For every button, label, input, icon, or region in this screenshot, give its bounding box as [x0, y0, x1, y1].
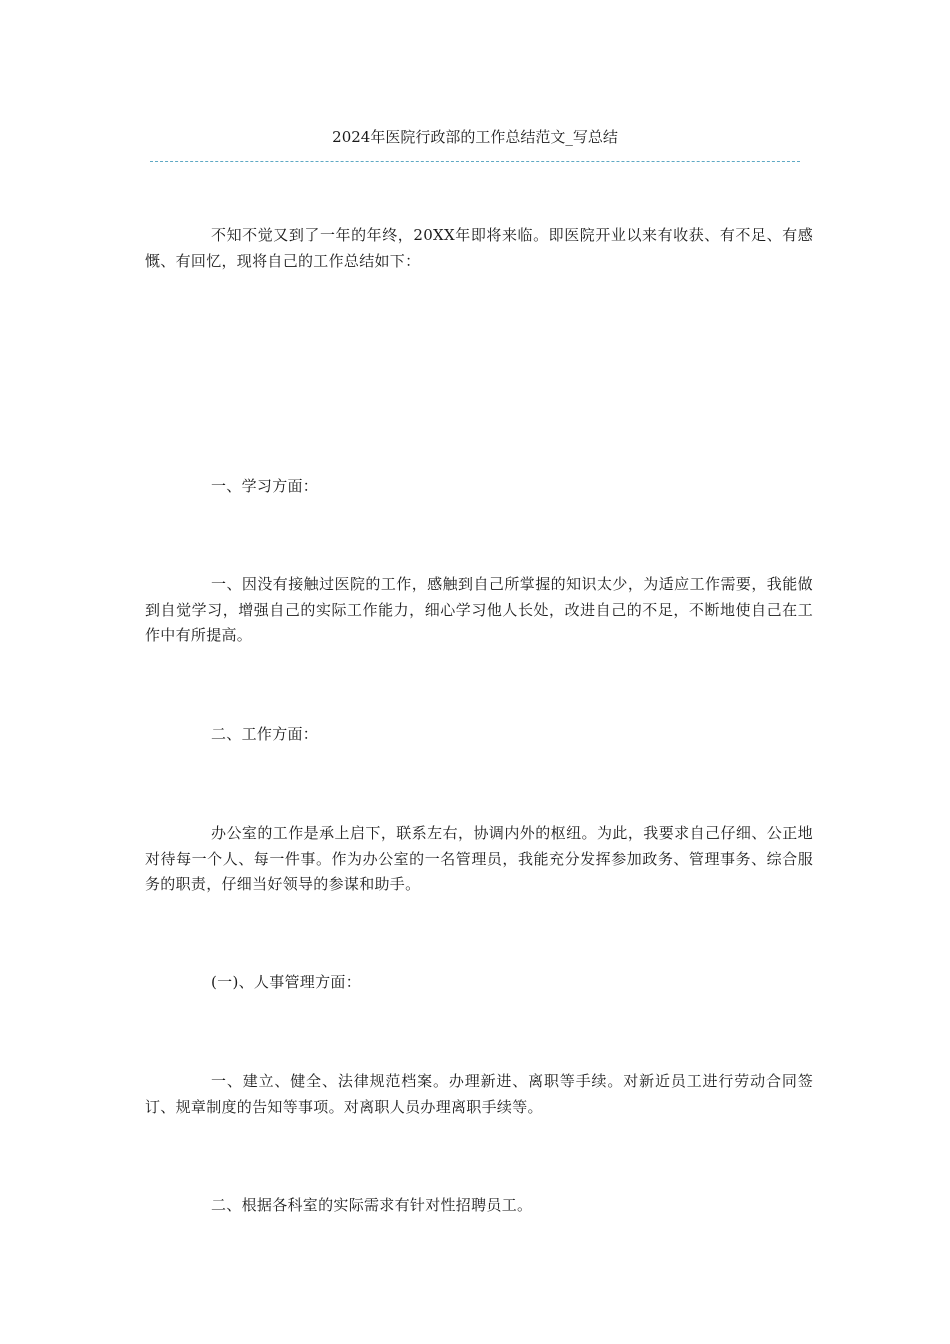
intro-paragraph: 不知不觉又到了一年的年终，20XX年即将来临。即医院开业以来有收获、有不足、有感慨、有回忆，现将自己的工作总结如下：: [145, 226, 813, 270]
work-paragraph: 办公室的工作是承上启下，联系左右，协调内外的枢纽。为此，我要求自己仔细、公正地对待每一个人、每一件事。作为办公室的一名管理员，我能充分发挥参加政务、管理事务、综合服务的职责，仔细当好领导的参谋和助手。: [145, 824, 813, 893]
subsection-heading-hr: (一)、人事管理方面：: [211, 973, 362, 991]
study-paragraph: 一、因没有接触过医院的工作，感触到自己所掌握的知识太少，为适应工作需要，我能做到自觉学习，增强自己的实际工作能力，细心学习他人长处，改进自己的不足，不断地使自己在工作中有所提高。: [145, 575, 813, 644]
hr-item-1-paragraph: 一、建立、健全、法律规范档案。办理新进、离职等手续。对新近员工进行劳动合同签订、规章制度的告知等事项。对离职人员办理离职手续等。: [145, 1072, 813, 1116]
section-heading-study: 一、学习方面：: [211, 477, 319, 495]
title-divider: [150, 161, 800, 162]
section-heading-work: 二、工作方面：: [211, 725, 319, 743]
hr-item-2-paragraph: 二、根据各科室的实际需求有针对性招聘员工。: [211, 1196, 533, 1214]
document-title: 2024年医院行政部的工作总结范文_写总结: [332, 128, 618, 146]
